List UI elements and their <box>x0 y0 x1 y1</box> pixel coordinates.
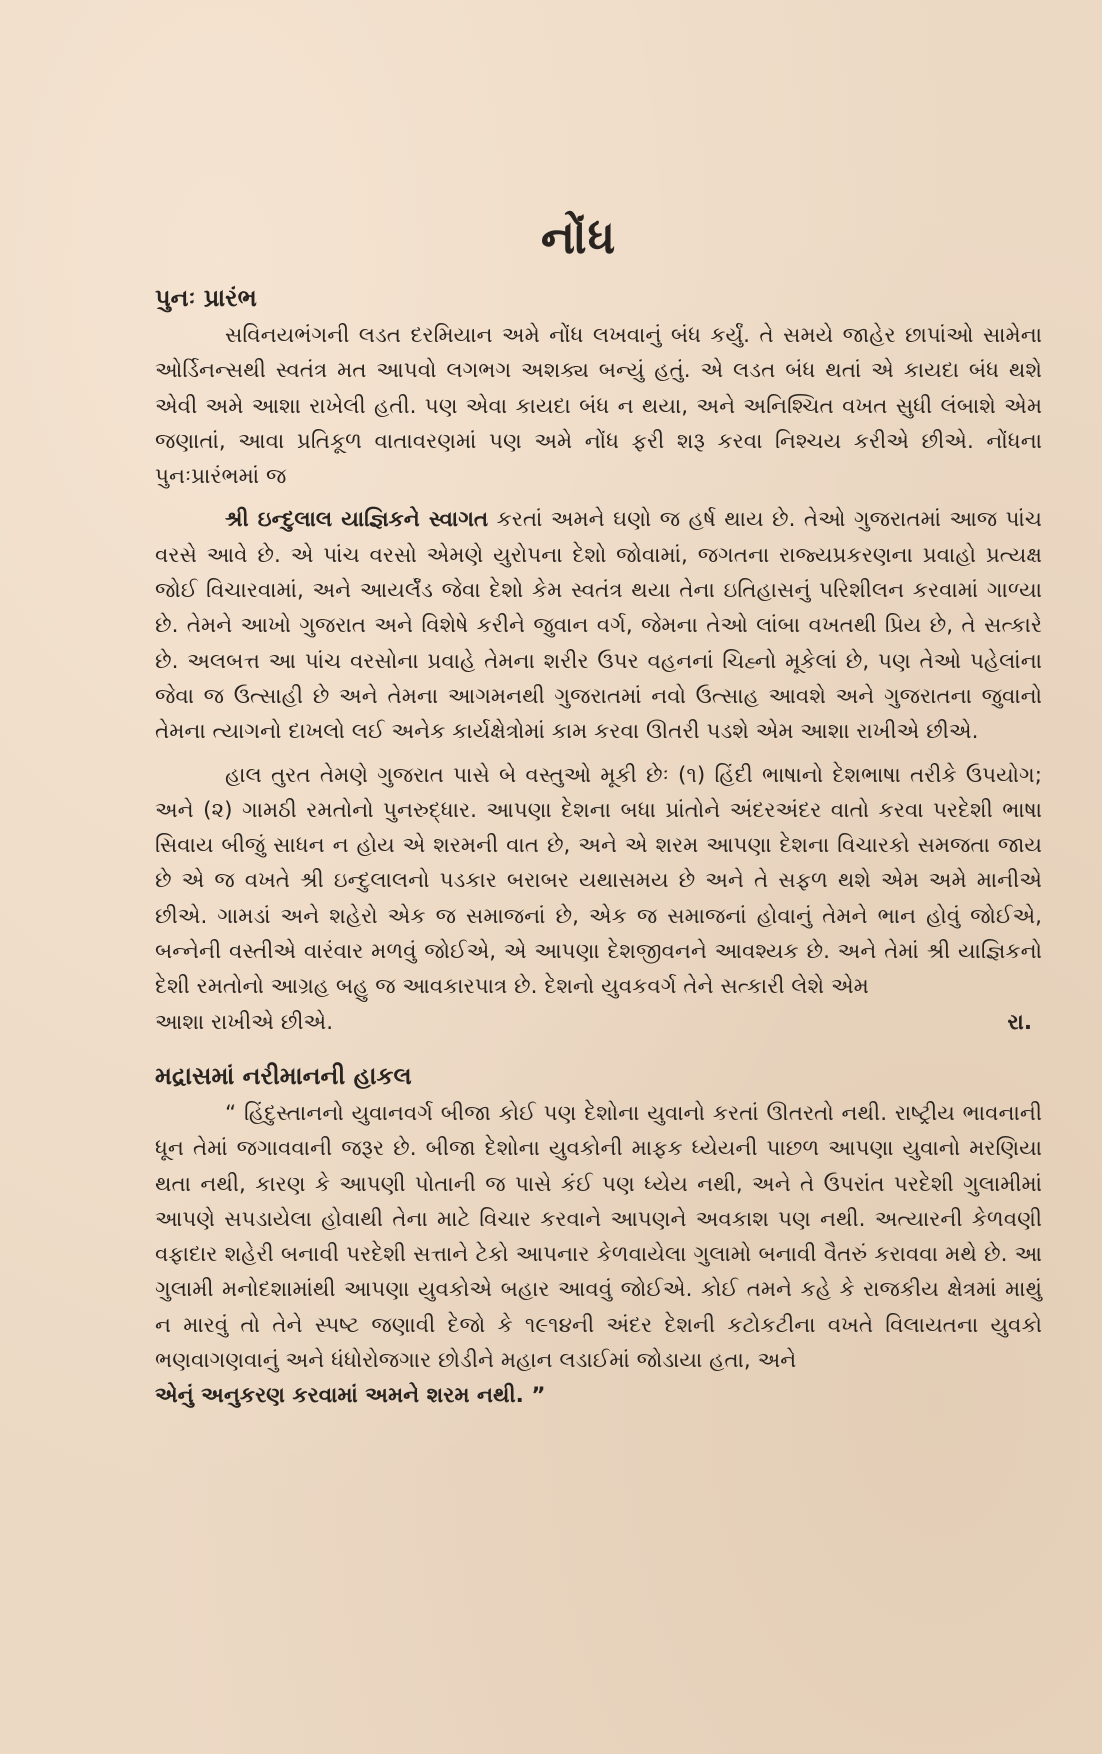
quote-paragraph: “ હિંદુસ્તાનનો યુવાનવર્ગ બીજા કોઈ પણ દેશોના યુવાનો કરતાં ઊતરતો નથી. રાષ્ટ્રીય ભાવનાની ધૂન તેમાં જગાવવાની જરૂર છે. બીજા દેશોના યુવકોની માફક ધ્યેયની પાછળ આપણા યુવાનો મરણિયા થતા નથી, કારણ કે આપણી પોતાની જ પાસે કંઈ પણ ધ્યેય નથી, અને તે ઉપરાંત પરદેશી ગુલામીમાં આપણે સપડાયેલા હોવાથી તેના માટે વિચાર કરવાને આપણને અવકાશ પણ નથી. અત્યારની કેળવણી વફાદાર શહેરી બનાવી પરદેશી સત્તાને ટેકો આપનાર કેળવાયેલા ગુલામો બનાવી વૈતરું કરાવવા મથે છે. આ ગુલામી મનોદશામાંથી આપણા યુવકોએ બહાર આવવું જોઈએ. કોઈ તમને કહે કે રાજકીય ક્ષેત્રમાં માથું ન મારવું તો તેને સ્પષ્ટ જણાવી દેજો કે ૧૯૧૪ની અંદર દેશની કટોકટીના વખતે વિલાયતના યુવકો ભણવાગણવાનું અને ધંધોરોજગાર છોડીને મહાન લડાઈમાં જોડાયા હતા, અને <box>155 1100 1042 1374</box>
paragraph-text: કરતાં અમને ઘણો જ હર્ષ થાય છે. તેઓ ગુજરાતમાં આજ પાંચ વરસે આવે છે. એ પાંચ વરસો એમણે યુરોપના દેશો જોવામાં, જગતના રાજ્યપ્રકરણના પ્રવાહો પ્રત્યક્ષ જોઈ વિચારવામાં, અને આયર્લૅંડ જેવા દેશો કેમ સ્વતંત્ર થયા તેના ઇતિહાસનું પરિશીલન કરવામાં ગાળ્યા છે. તેમને આખો ગુજરાત અને વિશેષે કરીને જુવાન વર્ગ, જેમના તેઓ લાંબા વખતથી પ્રિય છે, તે સત્કારે છે. અલબત્ત આ પાંચ વરસોના પ્રવાહે તેમના શરીર ઉપર વહનનાં ચિહ્નો મૂકેલાં છે, પણ તેઓ પહેલાંના જેવા જ ઉત્સાહી છે અને તેમના આગમનથી ગુજરાતમાં નવો ઉત્સાહ આવશે અને ગુજરાતના જુવાનો તેમના ત્યાગનો દાખલો લઈ અનેક કાર્યક્ષેત્રોમાં કામ કરવા ઊતરી પડશે એમ આશા રાખીએ છીએ. <box>155 507 1042 745</box>
quote-last-line: એનું અનુકરણ કરવામાં અમને શરમ નથી. ” <box>155 1383 546 1409</box>
section-heading: મદ્રાસમાં નરીમાનની હાકલ <box>155 1061 412 1090</box>
paragraph: હાલ તુરત તેમણે ગુજરાત પાસે બે વસ્તુઓ મૂકી છેઃ (૧) હિંદી ભાષાનો દેશભાષા તરીકે ઉપયોગ; અને (૨) ગામઠી રમતોનો પુનરુદ્ધાર. આપણા દેશના બધા પ્રાંતોને અંદરઅંદર વાતો કરવા પરદેશી ભાષા સિવાય બીજું સાધન ન હોય એ શરમની વાત છે, અને એ શરમ આપણા દેશના વિચારકો સમજતા જાય છે એ જ વખતે શ્રી ઇન્દુલાલનો પડકાર બરાબર યથાસમય છે અને તે સફળ થશે એમ અમે માનીએ છીએ. ગામડાં અને શહેરો એક જ સમાજનાં છે, એક જ સમાજનાં હોવાનું તેમને ભાન હોવું જોઈએ, બન્નેની વસ્તીએ વારંવાર મળવું જોઈએ, એ આપણા દેશજીવનને આવશ્યક છે. અને તેમાં શ્રી યાજ્ઞિકનો દેશી રમતોનો આગ્રહ બહુ જ આવકારપાત્ર છે. દેશનો યુવકવર્ગ તેને સત્કારી લેશે એમ <box>155 762 1042 1000</box>
paragraph-text: આશા રાખીએ છીએ. <box>155 1009 334 1035</box>
section-madras-nariman <box>155 1062 1042 1414</box>
page-title: નોંધ <box>540 210 617 264</box>
section-heading: પુનઃ પ્રારંભ <box>155 284 257 312</box>
section-punah-prarambh <box>155 284 1042 1040</box>
paragraph: સવિનયભંગની લડત દરમિયાન અમે નોંધ લખવાનું બંધ કર્યું. તે સમયે જાહેર છાપાંઓ સામેના ઓર્ડિનન્સથી સ્વતંત્ર મત આપવો લગભગ અશક્ય બન્યું હતું. એ લડત બંધ થતાં એ કાયદા બંધ થશે એવી અમે આશા રાખેલી હતી. પણ એવા કાયદા બંધ ન થયા, અને અનિશ્ચિત વખત સુધી લંબાશે એમ જણાતાં, આવા પ્રતિકૂળ વાતાવરણમાં પણ અમે નોંધ ફરી શરૂ કરવા નિશ્ચય કરીએ છીએ. નોંધના પુનઃપ્રારંભમાં જ <box>155 323 1042 490</box>
bold-phrase: શ્રી ઇન્દુલાલ યાજ્ઞિકને સ્વાગત <box>225 507 489 533</box>
paragraph <box>155 502 1042 749</box>
author-signature: રા. <box>1007 1009 1032 1035</box>
paragraph-last-line <box>155 1005 1042 1040</box>
